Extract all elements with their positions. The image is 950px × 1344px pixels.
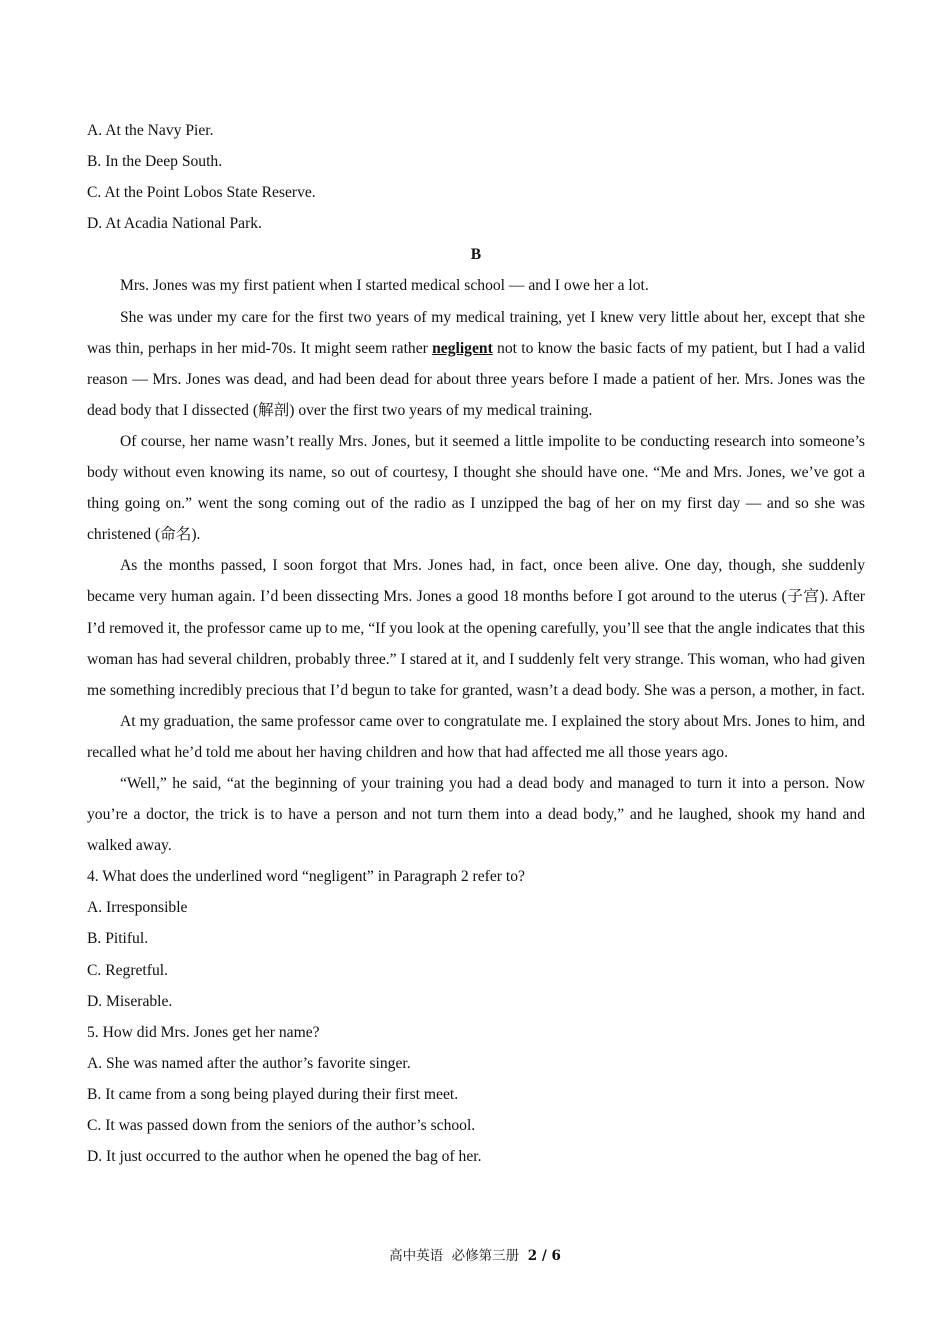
question-4-option-d: D. Miserable.: [87, 992, 173, 1010]
passage-paragraph-6: “Well,” he said, “at the beginning of your training you had a dead body and managed to turn it into a person. Now you’re a doctor, the trick is to have a person and not turn them into a dead body,” and he laughed, shook my hand and walked away.: [87, 774, 865, 855]
footer-label: 高中英语 必修第三册: [389, 1248, 528, 1264]
option-c: C. At the Point Lobos State Reserve.: [87, 184, 316, 202]
question-5-option-b: B. It came from a song being played during their first meet.: [87, 1085, 459, 1103]
page-separator: /: [537, 1248, 552, 1264]
option-d: D. At Acadia National Park.: [87, 215, 262, 233]
question-4-stem: 4. What does the underlined word “negligent” in Paragraph 2 refer to?: [87, 868, 525, 886]
passage-paragraph-4: As the months passed, I soon forgot that Mrs. Jones had, in fact, once been alive. One day, though, she suddenly became very human again. I’d been dissecting Mrs. Jones a good 18 months before I got around to the uterus (子宫). After I’d removed it, the professor came up to me, “If you look at the opening carefully, you’ll see that the angle indicates that this woman has had several children, probably three.” I stared at it, and I suddenly felt very strange. This woman, who had given me something incredibly precious that I’d begun to take for granted, wasn’t a dead body. She was a person, a mother, in fact.: [87, 557, 865, 699]
question-5-option-c: C. It was passed down from the seniors of the author’s school.: [87, 1117, 476, 1134]
option-b: B. In the Deep South.: [87, 153, 223, 171]
option-a: A. At the Navy Pier.: [87, 122, 214, 139]
question-5-option-a: A. She was named after the author’s favorite singer.: [87, 1054, 411, 1072]
passage-paragraph-2: [87, 302, 865, 426]
question-5-stem: 5. How did Mrs. Jones get her name?: [87, 1023, 320, 1041]
passage-paragraph-5: At my graduation, the same professor came over to congratulate me. I explained the story about Mrs. Jones to him, and recalled what he’d told me about her having children and how that had affected me all those years ago.: [87, 712, 865, 761]
question-5-option-d: D. It just occurred to the author when he opened the bag of her.: [87, 1148, 482, 1166]
page-number: 2: [527, 1248, 538, 1264]
page-total: 6: [551, 1248, 561, 1264]
page-footer: [0, 1244, 950, 1264]
underlined-word-negligent: negligent: [432, 339, 493, 357]
question-4-option-c: C. Regretful.: [87, 961, 168, 979]
passage-paragraph-3: Of course, her name wasn’t really Mrs. Jones, but it seemed a little impolite to be conducting research into someone’s body without even knowing its name, so out of courtesy, I thought she should have one. “Me and Mrs. Jones, we’ve got a thing going on.” went the song coming out of the radio as I unzipped the bag of her on my first day — and so she was christened (命名).: [87, 432, 865, 544]
question-4-option-b: B. Pitiful.: [87, 930, 149, 948]
section-heading: B: [470, 246, 482, 264]
document-body: [87, 115, 865, 1172]
passage-paragraph-1: Mrs. Jones was my first patient when I started medical school — and I owe her a lot.: [120, 277, 649, 295]
paragraph-2-text-end: not to know the basic facts of my patient, but I had a valid reason — Mrs. Jones was dead, and had been dead for about three years before I made a patient of her. Mrs. Jones was the dead body that I dissected (解剖) over the first two years of my medical training.: [87, 339, 865, 419]
question-4-option-a: A. Irresponsible: [87, 899, 188, 917]
paragraph-2-text-start: She was under my care for the first two years of my medical training, yet I knew very little about her, except that she was thin, perhaps in her mid-70s. It might seem rather: [87, 308, 865, 357]
